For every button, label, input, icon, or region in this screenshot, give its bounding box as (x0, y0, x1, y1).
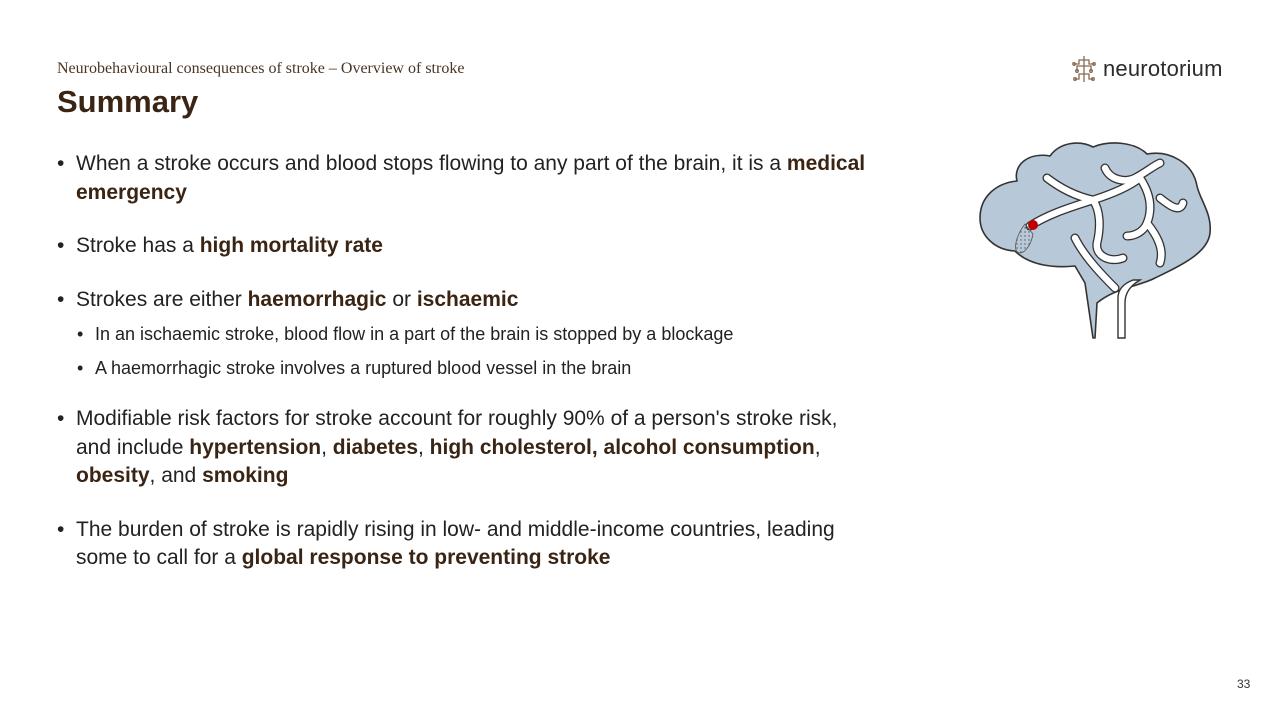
bullet-bold: alcohol consumption (603, 435, 815, 459)
slide-title: Summary (57, 84, 199, 119)
bullet-text: , and (149, 464, 203, 487)
bullet-text: Modifiable risk factors for stroke account for roughly 90% of a person's stroke risk, and include (76, 407, 838, 459)
bullet-text: , (814, 435, 821, 459)
bullet-bold: hypertension (189, 435, 322, 459)
bullet-bold: high mortality rate (199, 234, 383, 257)
bullet-text: The burden of stroke is rapidly rising in low- and middle-income countries, leading some to call for a (76, 517, 835, 569)
bullet-text: Stroke has a (76, 234, 200, 257)
bullet-bold: global response to preventing stroke (241, 546, 611, 569)
brain-stroke-illustration (975, 138, 1215, 343)
summary-content (57, 150, 877, 573)
bullet-text: , (418, 435, 430, 459)
brainstem-gap (1118, 280, 1140, 338)
bullet-bold: haemorrhagic (247, 287, 387, 311)
page-number: 33 (1237, 677, 1251, 691)
sub-bullet-haemorrhagic: • A haemorrhagic stroke involves a ruptured blood vessel in the brain (57, 356, 877, 380)
neurotorium-logo (1071, 54, 1223, 84)
bullet-risk-factors (57, 405, 877, 491)
bullet-text: When a stroke occurs and blood stops flowing to any part of the brain, it is a (76, 152, 787, 175)
bullet-bold: obesity (76, 464, 150, 487)
bullet-medical-emergency (57, 150, 877, 207)
bullet-global-burden (57, 516, 877, 573)
bullet-bold: high cholesterol, (429, 435, 598, 459)
bullet-stroke-types (57, 286, 877, 315)
bullet-bold: medical emergency (76, 152, 866, 204)
bullet-mortality (57, 232, 877, 261)
bullet-text: or (386, 287, 417, 311)
bullet-bold: diabetes (332, 435, 418, 459)
bullet-text: Strokes are either (76, 287, 248, 311)
bullet-bold: ischaemic (416, 287, 519, 311)
brain-logo-icon (1071, 54, 1097, 84)
blood-clot-icon (1028, 220, 1038, 230)
sub-bullet-ischaemic: • In an ischaemic stroke, blood flow in a part of the brain is stopped by a blockage (57, 322, 877, 346)
presentation-subtitle: Neurobehavioural consequences of stroke – Overview of stroke (57, 60, 465, 77)
bullet-bold: smoking (202, 464, 289, 487)
logo-text: neurotorium (1103, 56, 1223, 81)
bullet-text: , (321, 435, 333, 459)
